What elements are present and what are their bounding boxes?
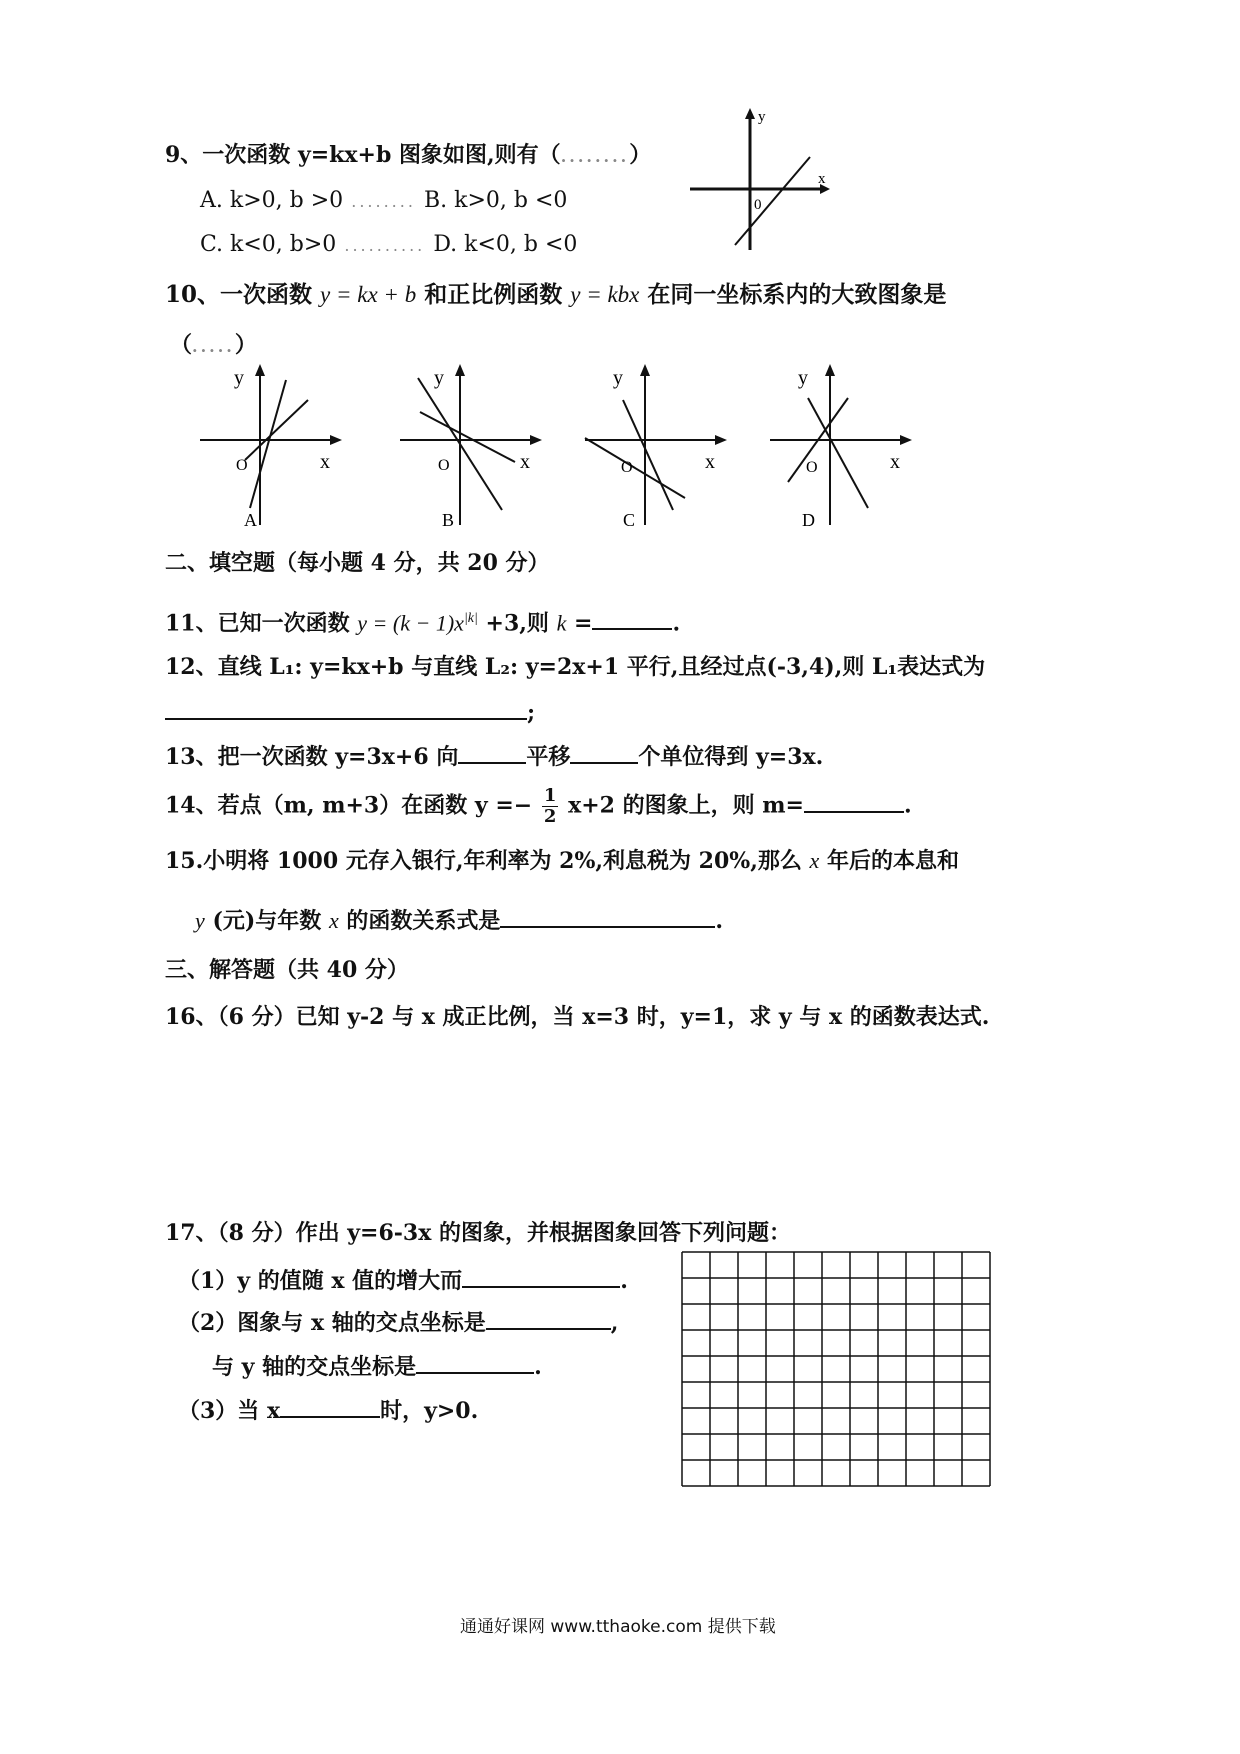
svg-text:x: x bbox=[320, 451, 330, 473]
q9-option-b: B. k>0, b <0 bbox=[424, 188, 568, 213]
q16-answer-area[interactable] bbox=[165, 1040, 1065, 1200]
q9-options-row1: A. k>0, b >0 ........ B. k>0, b <0 bbox=[200, 188, 568, 213]
q9-option-c: C. k<0, b>0 bbox=[200, 232, 337, 257]
q10-figure-b bbox=[400, 364, 542, 530]
q17-part1: （1）y 的值随 x 值的增大而 . bbox=[178, 1264, 628, 1296]
q17-part2-y-blank[interactable] bbox=[416, 1350, 534, 1374]
svg-text:y: y bbox=[798, 367, 808, 389]
q9-option-a: A. k>0, b >0 bbox=[200, 188, 344, 213]
footer-watermark: 通通好课网 www.tthaoke.com 提供下载 bbox=[460, 1617, 776, 1637]
section-3-heading: 三、解答题（共 40 分） bbox=[165, 957, 409, 983]
q17-part2-x-blank[interactable] bbox=[486, 1306, 611, 1330]
section-2-heading: 二、填空题（每小题 4 分，共 20 分） bbox=[165, 550, 550, 576]
q11-answer-blank[interactable] bbox=[592, 606, 672, 630]
svg-text:x: x bbox=[520, 451, 530, 473]
svg-text:y: y bbox=[434, 367, 444, 389]
q17-part1-blank[interactable] bbox=[462, 1264, 620, 1288]
svg-text:y: y bbox=[234, 367, 244, 389]
svg-text:O: O bbox=[621, 459, 633, 476]
q9-options-row2: C. k<0, b>0 .......... D. k<0, b <0 bbox=[200, 232, 578, 257]
q9-figure-origin-label: 0 bbox=[754, 197, 762, 213]
q12-answer-line: ; bbox=[165, 696, 535, 728]
q10-stem: 10、一次函数 y = kx + b 和正比例函数 y = kbx 在同一坐标系内的大致图象是 bbox=[165, 281, 947, 308]
q12-answer-blank[interactable] bbox=[165, 696, 527, 720]
q10-figure-c bbox=[585, 364, 727, 530]
q13-units-blank[interactable] bbox=[570, 740, 638, 764]
q10-label-a: A bbox=[244, 510, 257, 530]
svg-text:O: O bbox=[236, 457, 248, 474]
q10-figure-d bbox=[770, 364, 912, 530]
q10-label-c: C bbox=[623, 510, 636, 530]
q17-drawing-grid[interactable] bbox=[680, 1250, 992, 1490]
q10-answer-paren: （.....） bbox=[170, 332, 257, 358]
q11: 11、已知一次函数 $y = (k - 1)x^{|k|} +3$,则 k = . bbox=[165, 604, 680, 638]
q10-label-b: B bbox=[442, 510, 455, 530]
q17-stem: 17、（8 分）作出 y=6-3x 的图象，并根据图象回答下列问题： bbox=[165, 1220, 791, 1246]
q15: 15.小明将 1000 元存入银行,年利率为 2%,利息税为 20%,那么 x 年后的本息和 bbox=[165, 848, 959, 874]
q9-figure bbox=[680, 105, 850, 255]
svg-text:x: x bbox=[890, 451, 900, 473]
q13: 13、把一次函数 y=3x+6 向 平移 个单位得到 y=3x. bbox=[165, 740, 823, 772]
q17-part3: （3）当 x 时，y>0. bbox=[178, 1394, 478, 1426]
q10-figures bbox=[190, 360, 930, 535]
q14: 14、若点（m, m+3）在函数 y =− $\frac{1}{2}$ x+2 的图象上，则 m= . bbox=[165, 785, 912, 827]
q10-figure-a bbox=[200, 364, 342, 530]
q9-stem: 9、一次函数 y=kx+b 图象如图,则有（........） bbox=[165, 142, 652, 168]
q14-fraction: $\frac{1}{2}$ bbox=[543, 785, 557, 827]
svg-text:x: x bbox=[705, 451, 715, 473]
q10-label-d: D bbox=[802, 510, 815, 530]
q17-part3-blank[interactable] bbox=[280, 1394, 380, 1418]
svg-text:O: O bbox=[806, 459, 818, 476]
q10-expr1: y = kx + b bbox=[320, 282, 417, 307]
q15-line2: y (元)与年数 x 的函数关系式是 . bbox=[195, 904, 723, 936]
q13-direction-blank[interactable] bbox=[458, 740, 526, 764]
q9-figure-y-label: y bbox=[758, 109, 766, 125]
q17-part2b: 与 y 轴的交点坐标是 . bbox=[212, 1350, 542, 1382]
svg-text:O: O bbox=[438, 457, 450, 474]
q16: 16、（6 分）已知 y-2 与 x 成正比例，当 x=3 时，y=1，求 y 与 x 的函数表达式. bbox=[165, 1004, 990, 1030]
q9-option-d: D. k<0, b <0 bbox=[433, 232, 578, 257]
svg-text:y: y bbox=[613, 367, 623, 389]
q9-figure-x-label: x bbox=[818, 171, 826, 187]
q10-expr2: y = kbx bbox=[570, 282, 640, 307]
q15-answer-blank[interactable] bbox=[500, 904, 715, 928]
q17-part2: （2）图象与 x 轴的交点坐标是 , bbox=[178, 1306, 618, 1338]
q12: 12、直线 L₁: y=kx+b 与直线 L₂: y=2x+1 平行,且经过点(-3,4),则 L₁表达式为 bbox=[165, 654, 986, 680]
q14-answer-blank[interactable] bbox=[804, 789, 904, 813]
